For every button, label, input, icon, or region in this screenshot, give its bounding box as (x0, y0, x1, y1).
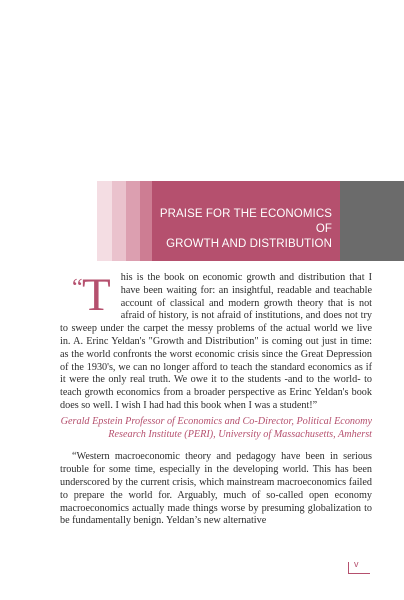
endorsement-quote (60, 269, 372, 413)
banner-stripe (140, 181, 152, 261)
banner-gray-block (340, 181, 404, 261)
banner-stripe (97, 181, 112, 261)
banner-stripe (112, 181, 126, 261)
endorsement-quote-2: “Western macroeconomic theory and pedagogy have been in serious trouble for some time, especially in the developing world. This has been underscored by the current crisis, which mainstream macroeconomics failed to prepare the world for. Arguably, much of so-called open economy macroeconomics actually made things worse by presuming globalization to be fundamentally benign. Yeldan’s new alternative (60, 451, 372, 527)
section-title (152, 207, 332, 252)
drop-cap: T (82, 269, 111, 321)
quote-text: his is the book on economic growth and distribution that I have been waiting for: an insightful, readable and teachable account of classical and modern growth theory that is not afraid of history, is not afraid of institutions, and does not try to sweep under the carpet the messy problems of the actual world we live in. A. Erinc Yeldan's "Growth and Distribution" is coming out just in time: as the world confronts the worst economic crisis since the Great Depression of the 1930's, we can no longer afford to teach the standard economics as if it were the only real truth. We owe it to the students -and to the world- to teach growth economics from a broader perspective as Erinc Yeldan's book does so well. I wish I had had this book when I was a student!” (60, 272, 372, 411)
opening-quote-mark: “ (72, 275, 83, 301)
page-body (60, 269, 372, 528)
quote-attribution: Gerald Epstein Professor of Economics and Co-Director, Political Economy Research Institute (PERI), University of Massachusetts, Amherst (60, 415, 372, 440)
title-banner (0, 181, 404, 261)
page-number: v (354, 559, 359, 569)
page-number-underline (348, 573, 370, 574)
banner-stripe (126, 181, 140, 261)
banner-title-block (152, 181, 340, 261)
section-title-line-2: GROWTH AND DISTRIBUTION (166, 238, 332, 250)
section-title-line-1: PRAISE FOR THE ECONOMICS OF (159, 208, 332, 235)
